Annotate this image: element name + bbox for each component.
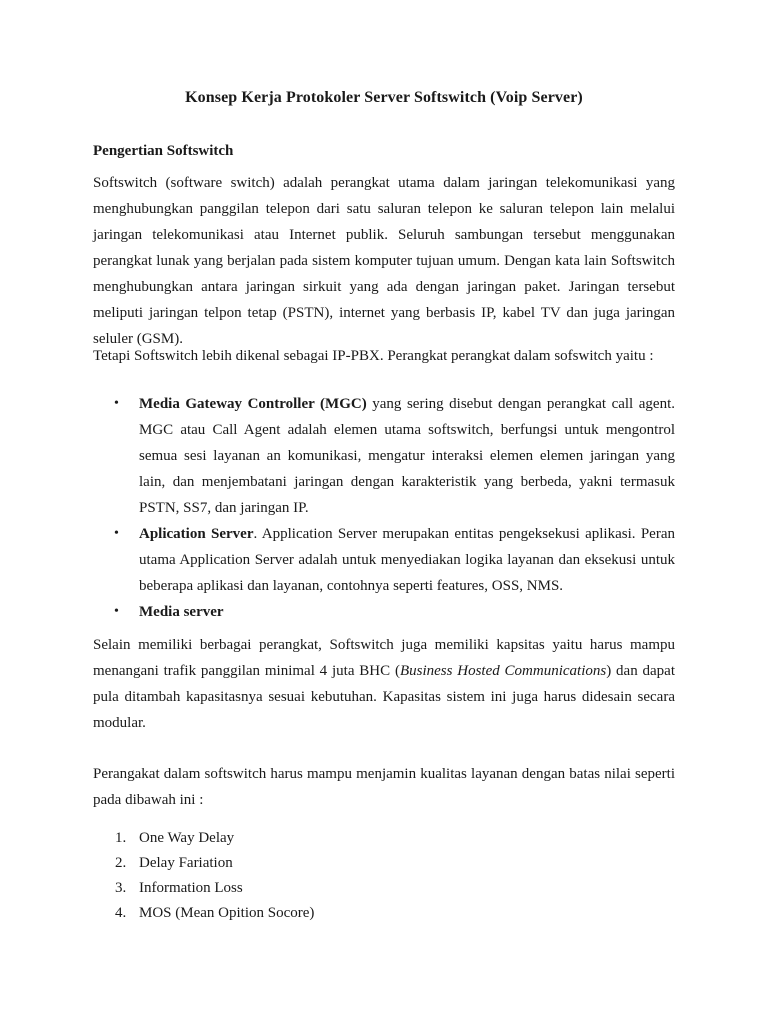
list-item-text: Information Loss: [139, 880, 243, 896]
paragraph-quality: Perangakat dalam softswitch harus mampu menjamin kualitas layanan dengan batas nilai seperti pada dibawah ini :: [93, 766, 675, 808]
bullet-icon: •: [114, 396, 119, 411]
paragraph-ip-pbx: Tetapi Softswitch lebih dikenal sebagai IP-PBX. Perangkat perangkat dalam sofswitch yaitu :: [93, 348, 654, 364]
list-item-text: One Way Delay: [139, 830, 235, 846]
list-item-number: 1.: [115, 830, 127, 846]
bullet-item-mgc: [93, 391, 675, 521]
list-item: [93, 876, 314, 901]
device-bullet-list: [93, 391, 675, 625]
quality-numbered-list: [93, 826, 314, 926]
list-item-text: MOS (Mean Opition Socore): [139, 905, 315, 921]
bullet-icon: •: [114, 604, 119, 619]
list-item: [93, 901, 314, 926]
list-item-number: 2.: [115, 855, 127, 871]
list-item-text: Delay Fariation: [139, 855, 233, 871]
bullet-item-term: Media Gateway Controller (MGC): [139, 396, 367, 412]
bullet-item-text: yang sering disebut dengan perangkat call agent. MGC atau Call Agent adalah elemen utama softswitch, berfungsi untuk mengontrol semua sesi layanan an komunikasi, mengatur interaksi elemen elemen jaringan yang lain, dan menjembatani jaringan dengan karakteristik yang berbeda, yakni termasuk PSTN, SS7, dan jaringan IP.: [139, 396, 676, 516]
bullet-item-text: . Application Server merupakan entitas pengeksekusi aplikasi. Peran utama Application Server adalah untuk menyediakan logika layanan dan eksekusi untuk beberapa aplikasi dan layanan, contohnya seperti features, OSS, NMS.: [139, 526, 675, 594]
list-item: [93, 826, 314, 851]
bullet-item-term: Aplication Server: [139, 526, 254, 542]
list-item-number: 4.: [115, 905, 127, 921]
bullet-item-term: Media server: [139, 604, 224, 620]
paragraph-capacity-italic: Business Hosted Communications: [399, 663, 607, 679]
bullet-icon: •: [114, 526, 119, 541]
section-heading: Pengertian Softswitch: [93, 143, 234, 159]
paragraph-capacity: [93, 632, 675, 736]
list-item: [93, 851, 314, 876]
paragraph-capacity-text: Selain memiliki berbagai perangkat, Softswitch juga memiliki kapsitas yaitu harus mampu menangani trafik panggilan minimal 4 juta BHC (: [93, 637, 675, 679]
bullet-item-application-server: [93, 521, 675, 599]
paragraph-definition: Softswitch (software switch) adalah perangkat utama dalam jaringan telekomunikasi yang menghubungkan panggilan telepon dari satu saluran telepon ke saluran telepon lain melalui jaringan telekomunikasi atau Internet publik. Seluruh sambungan tersebut menggunakan perangkat lunak yang berjalan pada sistem komputer tujuan umum. Dengan kata lain Softswitch menghubungkan antara jaringan sirkuit yang ada dengan jaringan paket. Jaringan tersebut meliputi jaringan telpon tetap (PSTN), internet yang berbasis IP, kabel TV dan juga jaringan seluler (GSM).: [93, 175, 675, 347]
bullet-item-media-server: [93, 599, 675, 625]
document-title: Konsep Kerja Protokoler Server Softswitch (Voip Server): [185, 89, 583, 106]
paragraph-capacity-text-end: ) dan dapat pula ditambah kapasitasnya sesuai kebutuhan. Kapasitas sistem ini juga harus didesain secara modular.: [93, 663, 675, 731]
list-item-number: 3.: [115, 880, 127, 896]
